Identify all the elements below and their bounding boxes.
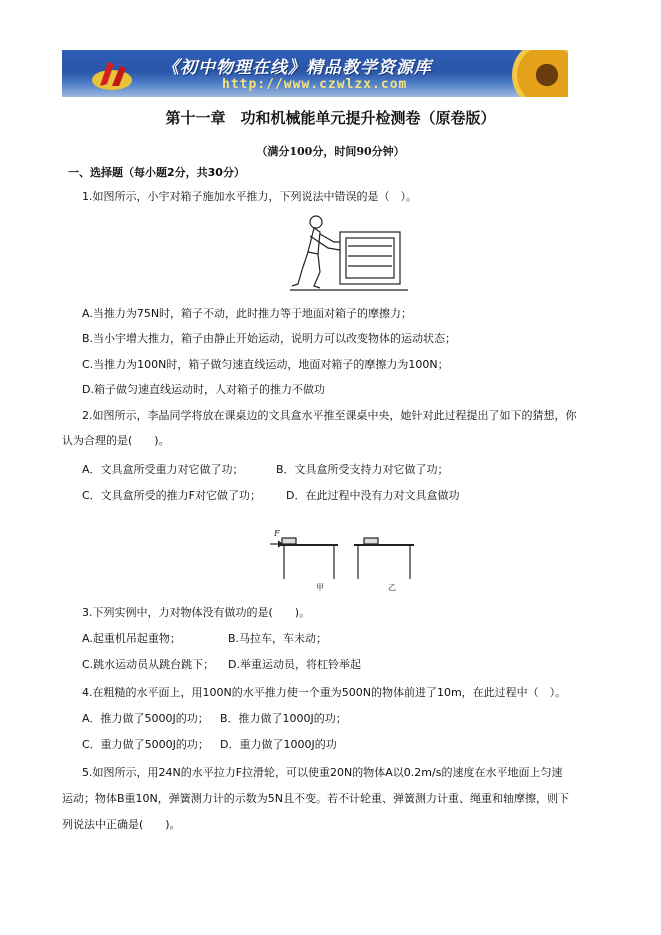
document-subtitle: （满分100分，时间90分钟）	[256, 145, 405, 158]
document-title: 第十一章 功和机械能单元提升检测卷（原卷版）	[165, 109, 496, 127]
q5-stem-line3: 列说法中正确是( )。	[62, 818, 181, 831]
q4-option-c: C．重力做了5000J的功；	[82, 738, 209, 751]
q5-stem-line1: 5.如图所示，用24N的水平拉力F拉滑轮，可以使重20N的物体A以0.2m/s的速度在水平地面上匀速	[82, 766, 563, 779]
q1-option-c: C.当推力为100N时，箱子做匀速直线运动，地面对箱子的摩擦力为100N；	[82, 358, 449, 371]
q2-option-a: A．文具盒所受重力对它做了功；	[82, 463, 244, 476]
q2-stem-line2: 认为合理的是( )。	[62, 434, 170, 447]
q5-stem-line2: 运动；物体B重10N，弹簧测力计的示数为5N且不变。若不计轮重、弹簧测力计重、绳重和轴摩擦，则下	[62, 792, 569, 805]
header-banner	[62, 50, 568, 97]
q4-stem: 4.在粗糙的水平面上，用100N的水平推力使一个重为500N的物体前进了10m，在此过程中（ ）。	[82, 686, 567, 699]
sunflower-icon	[512, 50, 568, 97]
q4-option-a: A．推力做了5000J的功；	[82, 712, 209, 725]
q2-desk-figure	[270, 524, 420, 594]
q1-stem: 1.如图所示，小宇对箱子施加水平推力，下列说法中错误的是（ ）。	[82, 190, 417, 203]
q1-push-box-figure	[290, 212, 410, 296]
q2-stem-line1: 2.如图所示，李晶同学将放在课桌边的文具盒水平推至课桌中央，她针对此过程提出了如下的猜想，你	[82, 409, 577, 422]
section-heading: 一、选择题（每小题2分，共30分）	[68, 166, 245, 179]
banner-title: 《初中物理在线》精品教学资源库	[162, 58, 432, 78]
q2-option-d: D．在此过程中没有力对文具盒做功	[286, 489, 460, 502]
q2-label-left: 甲	[316, 583, 324, 592]
q2-option-c: C．文具盒所受的推力F对它做了功；	[82, 489, 262, 502]
q3-option-b: B.马拉车，车未动；	[228, 632, 328, 645]
q2-label-right: 乙	[388, 583, 396, 592]
q2-force-label: F	[274, 529, 280, 538]
q4-option-d: D．重力做了1000J的功	[220, 738, 337, 751]
q3-option-c: C.跳水运动员从跳台跳下；	[82, 658, 215, 671]
q2-option-b: B．文具盒所受支持力对它做了功；	[276, 463, 449, 476]
q1-option-b: B.当小宇增大推力，箱子由静止开始运动，说明力可以改变物体的运动状态；	[82, 332, 457, 345]
q3-option-d: D.举重运动员，将杠铃举起	[228, 658, 361, 671]
logo-icon	[90, 58, 134, 92]
q3-stem: 3.下列实例中，力对物体没有做功的是( )。	[82, 606, 311, 619]
q1-option-a: A.当推力为75N时，箱子不动，此时推力等于地面对箱子的摩擦力；	[82, 307, 413, 320]
q1-option-d: D.箱子做匀速直线运动时，人对箱子的推力不做功	[82, 383, 325, 396]
q4-option-b: B．推力做了1000J的功；	[220, 712, 347, 725]
q3-option-a: A.起重机吊起重物；	[82, 632, 181, 645]
banner-url: http://www.czwlzx.com	[222, 77, 408, 92]
